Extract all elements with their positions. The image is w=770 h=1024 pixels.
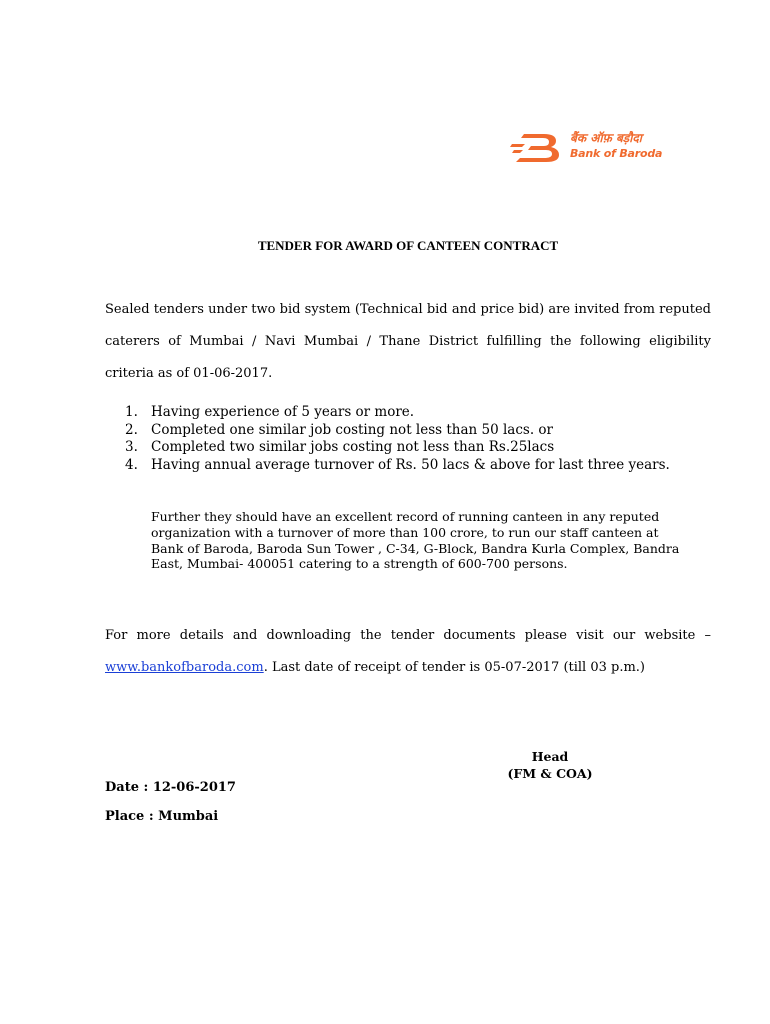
signatory-department: (FM & COA) [507, 766, 593, 781]
document-title: TENDER FOR AWARD OF CANTEEN CONTRACT [257, 238, 559, 253]
further-requirements-paragraph: Further they should have an excellent record of running canteen in any reputed organization with a turnover of more than 100 crore, to run our staff canteen at Bank of Baroda, Baroda Sun Tower , C-34, G-Block, Bandra Kurla Complex, Bandra East, Mumbai- 400051 catering to a strength of 600-700 persons. [151, 509, 680, 572]
criteria-item [125, 422, 685, 440]
deadline-text: . Last date of receipt of tender is 05-07-2017 (till 03 p.m.) [263, 660, 646, 675]
criteria-number: 2. [125, 421, 138, 438]
details-prefix-text: For more details and downloading the tender documents please visit our website – [105, 628, 711, 643]
criteria-text: Having annual average turnover of Rs. 50 lacs & above for last three years. [151, 456, 670, 473]
date-line: Date : 12-06-2017 [105, 780, 236, 795]
criteria-text: Having experience of 5 years or more. [151, 404, 415, 420]
baroda-sun-logo-icon [510, 130, 566, 164]
signatory-block [470, 748, 630, 782]
signatory-title: Head [531, 749, 569, 764]
place-line: Place : Mumbai [105, 809, 219, 824]
criteria-text: Completed two similar jobs costing not less than Rs.25lacs [151, 439, 555, 455]
website-link[interactable]: www.bankofbaroda.com [105, 660, 264, 675]
criteria-number: 3. [125, 439, 138, 455]
logo-hindi-text: बैंक ऑफ़ बड़ौदा [570, 131, 642, 145]
criteria-number: 1. [125, 404, 138, 420]
eligibility-criteria-list [125, 404, 685, 474]
criteria-text: Completed one similar job costing not less than 50 lacs. or [151, 421, 554, 438]
intro-paragraph: Sealed tenders under two bid system (Technical bid and price bid) are invited from reputed caterers of Mumbai / Navi Mumbai / Thane District fulfilling the following eligibility criteria as of 01-06-2017. [105, 302, 711, 381]
criteria-item [125, 404, 685, 422]
details-paragraph [105, 620, 711, 684]
criteria-number: 4. [125, 456, 138, 473]
bank-logo [510, 130, 680, 164]
criteria-item [125, 439, 685, 457]
logo-english-text: Bank of Baroda [570, 147, 663, 160]
criteria-item [125, 457, 685, 475]
